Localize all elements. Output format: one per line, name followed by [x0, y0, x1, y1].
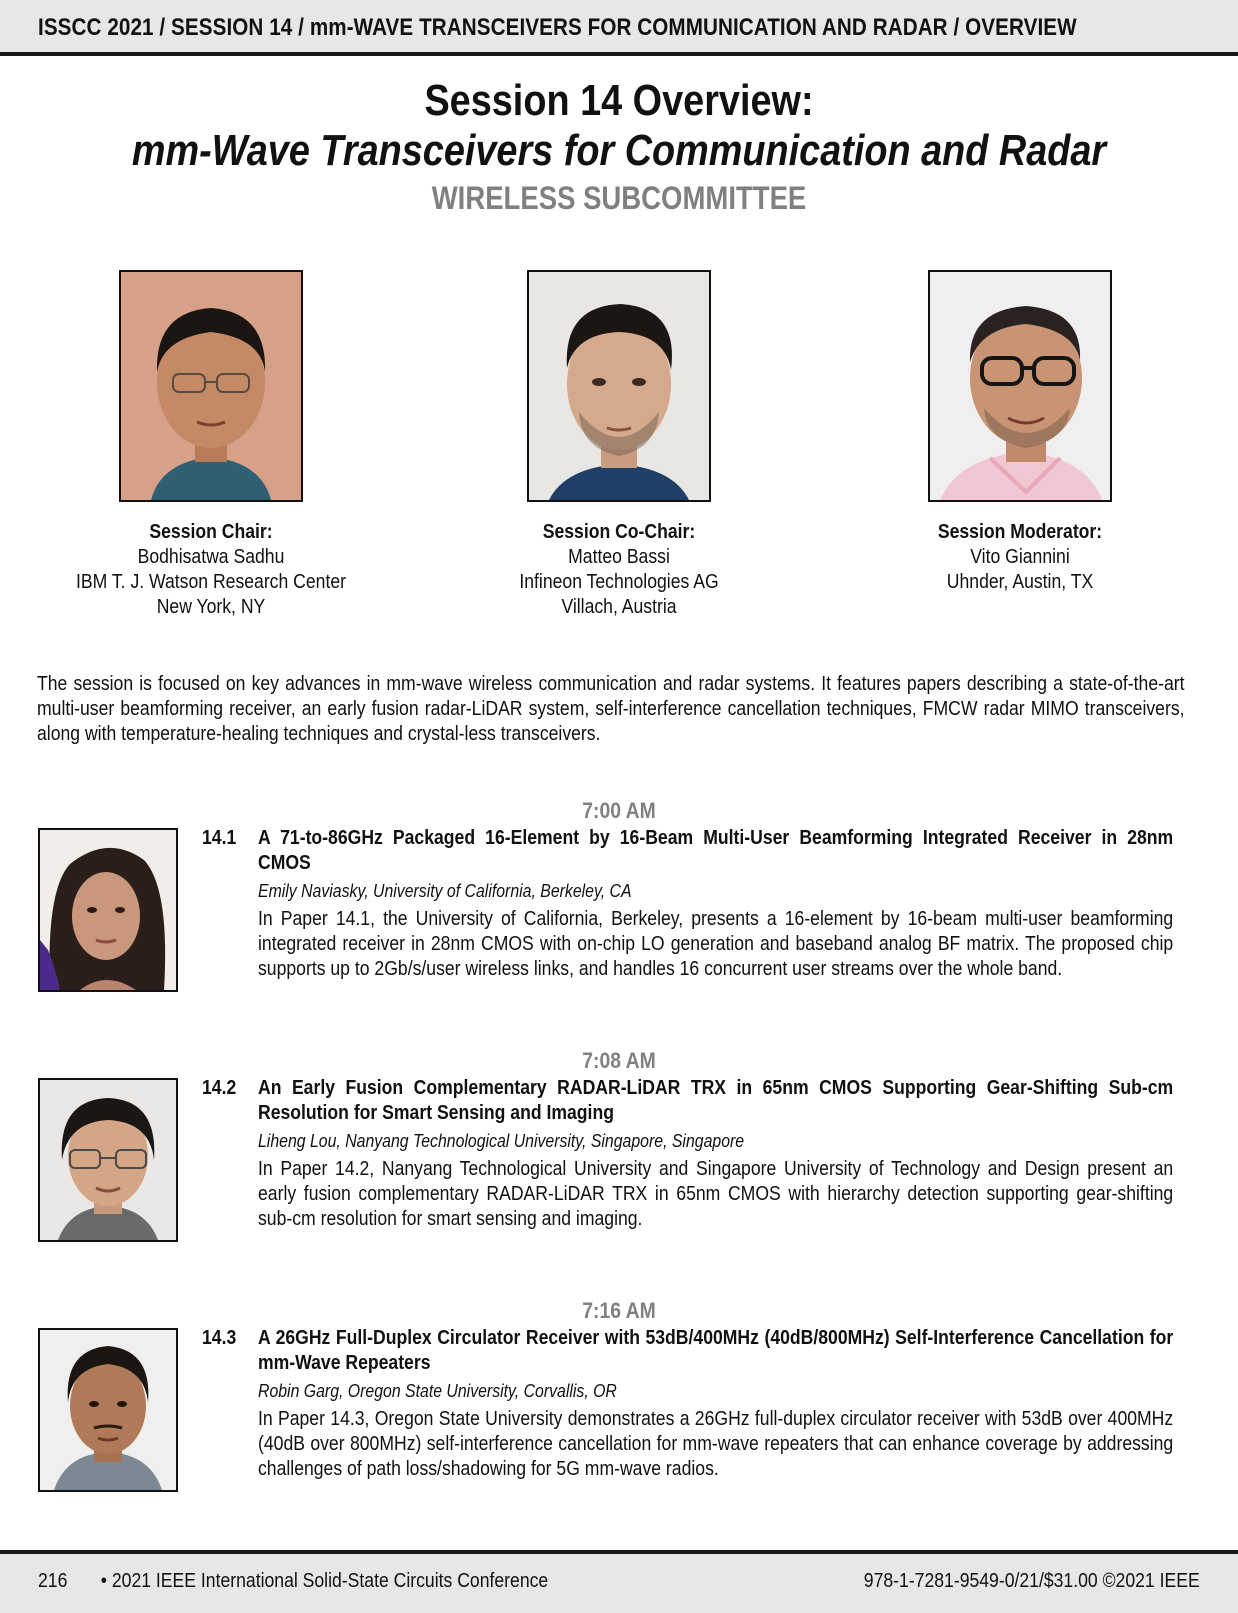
paper-number: 14.2: [202, 1077, 237, 1099]
officer-role: Session Co-Chair:: [542, 521, 696, 543]
officer-name: Vito Giannini: [970, 546, 1070, 568]
session-co-chair-photo: [527, 270, 711, 502]
session-co-chair: [459, 270, 779, 620]
paper-title: A 26GHz Full-Duplex Circulator Receiver with 53dB/400MHz (40dB/800MHz) Self-Interference Cancellation for mm-Wave Repeaters: [258, 1327, 1174, 1374]
running-header: [0, 0, 1238, 56]
footer-left: [38, 1570, 548, 1593]
paper-body: [258, 1326, 1173, 1482]
session-intro: The session is focused on key advances in mm-wave wireless communication and radar systems. It features papers describing a state-of-the-art multi-user beamforming receiver, an early fusion radar-LiDAR system, self-interference cancellation techniques, FMCW radar MIMO transceivers, along with temperature-healing techniques and crystal-less transceivers.: [37, 673, 1185, 745]
paper-description: In Paper 14.2, Nanyang Technological University and Singapore University of Technology and Design present an early fusion complementary RADAR-LiDAR TRX in 65nm CMOS with hierarchy detection supporting gear-shifting sub-cm resolution for smart sensing and imaging.: [258, 1158, 1174, 1230]
officer-role: Session Chair:: [149, 521, 273, 543]
session-title: Session 14 Overview:: [424, 76, 814, 125]
session-moderator-photo: [928, 270, 1112, 502]
session-subtitle: mm-Wave Transceivers for Communication and Radar: [131, 126, 1107, 175]
officer-affiliation: Uhnder, Austin, TX: [946, 571, 1094, 593]
officer-location: Villach, Austria: [561, 596, 677, 618]
paper-description: In Paper 14.1, the University of California, Berkeley, presents a 16-element by 16-beam multi-user beamforming integrated receiver in 28nm CMOS with on-chip LO generation and baseband analog BF matrix. The proposed chip supports up to 2Gb/s/user wireless links, and handles 16 concurrent user streams over the whole band.: [258, 908, 1174, 980]
copyright-notice: 978-1-7281-9549-0/21/$31.00 ©2021 IEEE: [864, 1570, 1200, 1592]
author-photo: [38, 1078, 178, 1242]
paper-number: 14.3: [202, 1327, 237, 1349]
author-photo: [38, 1328, 178, 1492]
officer-name: Matteo Bassi: [568, 546, 670, 568]
paper-time: 7:08 AM: [582, 1048, 656, 1073]
session-moderator: [860, 270, 1180, 595]
session-chair-photo: [119, 270, 303, 502]
paper-description: In Paper 14.3, Oregon State University demonstrates a 26GHz full-duplex circulator receiver with 53dB over 400MHz (40dB over 800MHz) self-interference cancellation for mm-wave repeaters that can enhance coverage by addressing challenges of path loss/shadowing for 5G mm-wave radios.: [258, 1408, 1174, 1480]
page-number: 216: [38, 1570, 68, 1592]
officer-location: New York, NY: [156, 596, 266, 618]
session-chair-caption: [70, 520, 352, 620]
paper-title: A 71-to-86GHz Packaged 16-Element by 16-Beam Multi-User Beamforming Integrated Receiver in 28nm CMOS: [258, 827, 1174, 874]
conference-name: • 2021 IEEE International Solid-State Circuits Conference: [100, 1570, 549, 1592]
officer-name: Bodhisatwa Sadhu: [137, 546, 285, 568]
paper-body: [258, 826, 1173, 982]
officer-affiliation: Infineon Technologies AG: [519, 571, 719, 593]
paper-time: 7:00 AM: [582, 798, 656, 823]
paper-author: Emily Naviasky, University of California, Berkeley, CA: [258, 881, 632, 901]
session-moderator-caption: [879, 520, 1161, 595]
running-header-text: ISSCC 2021 / SESSION 14 / mm-WAVE TRANSCEIVERS FOR COMMUNICATION AND RADAR / OVERVIEW: [38, 14, 1077, 41]
author-photo: [38, 828, 178, 992]
paper-number: 14.1: [202, 827, 237, 849]
paper-title: An Early Fusion Complementary RADAR-LiDAR TRX in 65nm CMOS Supporting Gear-Shifting Sub-cm Resolution for Smart Sensing and Imaging: [258, 1077, 1174, 1124]
paper-author: Robin Garg, Oregon State University, Corvallis, OR: [258, 1381, 617, 1401]
officer-affiliation: IBM T. J. Watson Research Center: [76, 571, 346, 593]
page-footer: [0, 1550, 1238, 1613]
paper-body: [258, 1076, 1173, 1232]
subcommittee-label: WIRELESS SUBCOMMITTEE: [431, 180, 807, 216]
title-block: [0, 76, 1238, 218]
officer-role: Session Moderator:: [937, 521, 1103, 543]
session-chair: [51, 270, 371, 620]
paper-time: 7:16 AM: [582, 1298, 656, 1323]
session-co-chair-caption: [478, 520, 760, 620]
paper-author: Liheng Lou, Nanyang Technological University, Singapore, Singapore: [258, 1131, 745, 1151]
